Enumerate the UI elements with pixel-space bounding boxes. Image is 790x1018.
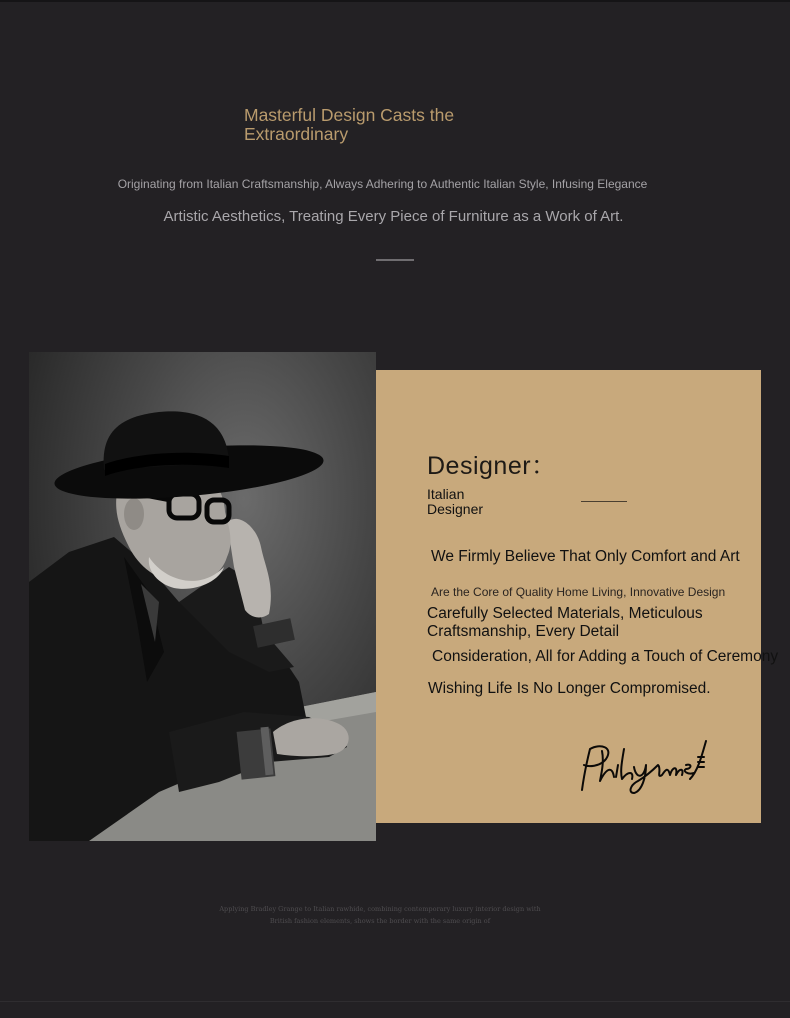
card-paragraph-2: Are the Core of Quality Home Living, Innovative Design — [431, 585, 726, 599]
card-paragraph-5: Wishing Life Is No Longer Compromised. — [428, 680, 711, 697]
top-border — [0, 0, 790, 2]
page-headline: Masterful Design Casts the Extraordinary — [244, 105, 455, 144]
subtitle-line-2: Artistic Aesthetics, Treating Every Piece of Furniture as a Work of Art. — [163, 208, 624, 225]
bottom-border — [0, 1001, 790, 1002]
designer-signature — [572, 735, 712, 800]
footer-note-line-2: British fashion elements, shows the border with the same origin of — [269, 917, 491, 925]
designer-title: Designer： — [427, 452, 557, 480]
name-underline — [581, 501, 627, 502]
subtitle-line-1: Originating from Italian Craftsmanship, Always Adhering to Authentic Italian Style, Infusing Elegance — [117, 177, 648, 191]
designer-portrait — [29, 352, 376, 841]
card-paragraph-3: Carefully Selected Materials, Meticulous Craftsmanship, Every Detail — [427, 605, 703, 640]
section-divider — [376, 259, 414, 261]
designer-name: Italian Designer — [427, 486, 484, 517]
footer-note-line-1: Applying Bradley Grange to Italian rawhide, combining contemporary luxury interior design with — [219, 905, 541, 913]
footer-note — [0, 903, 760, 927]
card-paragraph-4: Consideration, All for Adding a Touch of Ceremony — [432, 648, 779, 665]
card-paragraph-1: We Firmly Believe That Only Comfort and Art — [431, 548, 740, 565]
